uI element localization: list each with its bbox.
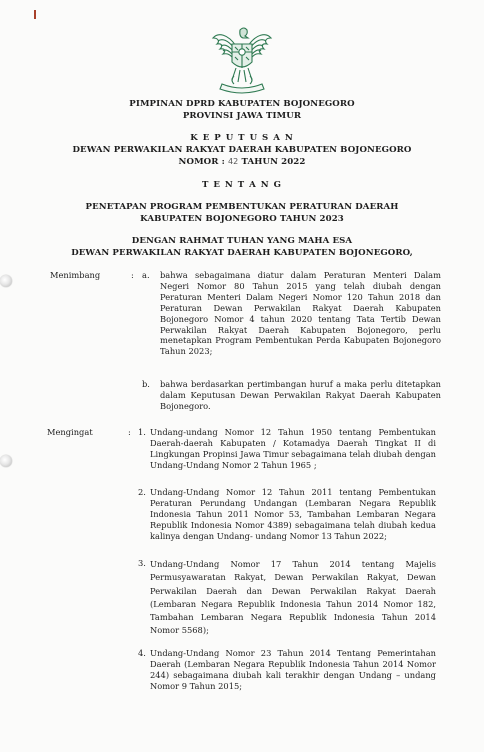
garuda-emblem-icon: [210, 24, 274, 96]
mengingat-item-3-marker: 3.: [138, 558, 146, 568]
header-line1: PIMPINAN DPRD KABUPATEN BOJONEGORO: [129, 99, 355, 109]
margin-mark: [34, 10, 36, 19]
rahmat-line1: DENGAN RAHMAT TUHAN YANG MAHA ESA: [131, 236, 353, 246]
mengingat-item-3-text: Undang-Undang Nomor 17 Tahun 2014 tentang Majelis Permusyawaratan Rakyat, Dewan Perwakilan Rakyat, Dewan Perwakilan Daerah dan Dewan Perwakilan Rakyat Daerah (Lembaran Negara Republik Indonesia Tahun 2014 Nomor 182, Tambahan Lembaran Negara Republik Indonesia Tahun 2014 Nomor 5568);: [150, 559, 436, 636]
dewan-title: DEWAN PERWAKILAN RAKYAT DAERAH KABUPATEN BOJONEGORO: [72, 145, 412, 155]
mengingat-item-1-marker: 1.: [138, 427, 146, 437]
subject-line1: PENETAPAN PROGRAM PEMBENTUKAN PERATURAN DAERAH: [85, 202, 399, 212]
menimbang-item-a-text: bahwa sebagaimana diatur dalam Peraturan Menteri Dalam Negeri Nomor 80 Tahun 2015 yang telah diubah dengan Peraturan Menteri Dalam Negeri Nomor 120 Tahun 2018 dan Peraturan Dewan Perwakilan Rakyat Daerah Kabupaten Bojonegoro Nomor 4 tahun 2020 tentang Tata Tertib Dewan Perwakilan Rakyat Daerah Kabupaten Bojonegoro, perlu menetapkan Program Pembentukan Perda Kabupaten Bojonegoro Tahun 2023;: [160, 270, 441, 357]
mengingat-item-1-text: Undang-undang Nomor 12 Tahun 1950 tentang Pembentukan Daerah-daerah Kabupaten / Kotamadya Daerah Tingkat II di Lingkungan Propinsi Jawa Timur sebagaimana telah diubah dengan Undang-Undang Nomor 2 Tahun 1965 ;: [150, 427, 436, 470]
keputusan-title: K E P U T U S A N: [190, 133, 294, 143]
menimbang-item-a-marker: a.: [142, 270, 150, 280]
mengingat-colon: :: [128, 427, 131, 437]
nomor-line: [0, 157, 484, 167]
subject-line2: KABUPATEN BOJONEGORO TAHUN 2023: [140, 214, 344, 224]
punch-hole-bottom: [0, 455, 12, 467]
menimbang-label: Menimbang: [50, 270, 101, 280]
tentang-title: T E N T A N G: [201, 180, 282, 190]
mengingat-item-4-marker: 4.: [138, 648, 146, 658]
tahun-label: TAHUN 2022: [241, 157, 306, 167]
menimbang-item-b-marker: b.: [142, 379, 150, 389]
punch-hole-top: [0, 275, 12, 287]
menimbang-colon: :: [131, 270, 134, 280]
menimbang-item-b-text: bahwa berdasarkan pertimbangan huruf a maka perlu ditetapkan dalam Keputusan Dewan Perwakilan Rakyat Daerah Kabupaten Bojonegoro.: [160, 379, 441, 411]
mengingat-item-2-marker: 2.: [138, 487, 146, 497]
nomor-label: NOMOR :: [178, 157, 225, 167]
mengingat-label: Mengingat: [47, 427, 93, 437]
rahmat-line2: DEWAN PERWAKILAN RAKYAT DAERAH KABUPATEN BOJONEGORO,: [71, 248, 413, 258]
header-line2: PROVINSI JAWA TIMUR: [182, 111, 302, 121]
nomor-value: 42: [227, 157, 239, 166]
mengingat-item-2-text: Undang-Undang Nomor 12 Tahun 2011 tentang Pembentukan Peraturan Perundang Undangan (Lembaran Negara Republik Indonesia Tahun 2011 Nomor 53, Tambahan Lembaran Negara Republik Indonesia Nomor 4389) sebagaimana telah diubah kedua kalinya dengan Undang- undang Nomor 13 Tahun 2022;: [150, 487, 436, 541]
mengingat-item-4-text: Undang-Undang Nomor 23 Tahun 2014 Tentang Pemerintahan Daerah (Lembaran Negara Republik Indonesia Tahun 2014 Nomor 244) sebagaimana diubah kali terakhir dengan Undang – undang Nomor 9 Tahun 2015;: [150, 648, 436, 691]
